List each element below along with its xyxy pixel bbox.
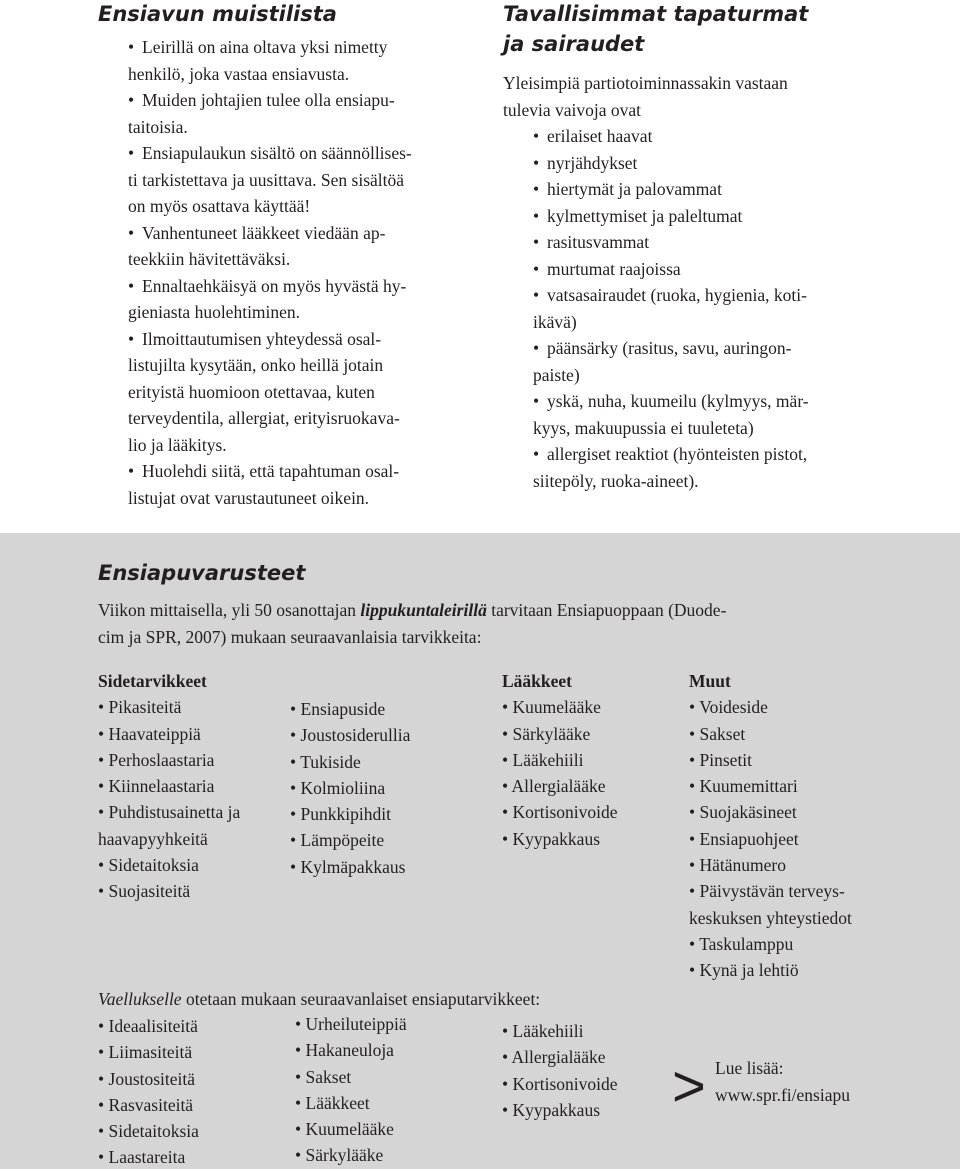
bullet: • — [502, 723, 513, 744]
list-item-text: Särkylääke — [305, 1145, 384, 1166]
list-item — [689, 773, 909, 799]
bullet: • — [295, 1119, 306, 1140]
checklist-item-cont: terveydentila, allergiat, erityisruokava- — [128, 408, 400, 428]
list-item — [98, 1066, 199, 1092]
list-item-text: Urheiluteippiä — [305, 1014, 407, 1034]
bullet: • — [290, 699, 301, 719]
bullet: • — [502, 749, 513, 770]
injury-item: • allergiset reaktiot (hyönteisten pistot, — [533, 444, 808, 464]
list-item-text: Kuumemittari — [699, 776, 798, 797]
injuries-intro — [503, 70, 883, 123]
injury-item: • erilaiset haavat — [533, 126, 653, 146]
checklist-item-cont: ti tarkistettava ja uusittava. Sen sisältöä — [128, 169, 405, 190]
list-item — [290, 827, 480, 853]
bullet: • — [98, 749, 109, 770]
bandages-column — [98, 668, 288, 905]
equipment-title: Ensiapuvarusteet — [98, 561, 306, 585]
injury-item: • yskä, nuha, kuumeilu (kylmyys, mär- — [533, 391, 809, 411]
list-item-text: Suojasiteitä — [108, 881, 191, 902]
list-item — [689, 747, 909, 773]
list-item-text: Kyypakkaus — [512, 1099, 600, 1120]
injury-item: • murtumat raajoissa — [533, 258, 681, 279]
list-item — [98, 1039, 199, 1065]
list-item — [295, 1011, 407, 1037]
list-item-text: Puhdistusainetta ja — [108, 802, 241, 823]
hike-column-2 — [295, 1011, 407, 1169]
list-item-text: Perhoslaastaria — [108, 749, 215, 770]
list-item-text: Lääkehiili — [512, 749, 584, 770]
list-item — [98, 852, 288, 878]
list-item — [502, 773, 682, 799]
list-item-text: Sakset — [305, 1066, 352, 1087]
list-item — [502, 1097, 618, 1123]
list-item-text: Pikasiteitä — [108, 697, 182, 718]
injury-item: • päänsärky (rasitus, savu, auringon- — [533, 338, 792, 358]
list-item — [290, 696, 480, 722]
bullet: • — [98, 881, 109, 902]
list-item-text: Kuumelääke — [305, 1119, 394, 1140]
list-item-cont — [689, 905, 909, 931]
bullet: • — [290, 725, 301, 746]
injuries-intro-line2: tulevia vaivoja ovat — [503, 99, 642, 120]
equipment-intro-line1: Viikon mittaisella, yli 50 osanottajan lippukuntaleirillä tarvitaan Ensiapuoppaan (Duode- — [98, 600, 727, 620]
list-item-text: Suojakäsineet — [699, 802, 797, 823]
bullet: • — [290, 830, 301, 851]
list-item-text: Hakaneuloja — [305, 1040, 394, 1061]
list-item-cont — [98, 826, 288, 852]
medicines-column — [502, 668, 682, 852]
bullet: • — [98, 697, 109, 718]
injury-item-cont: kyys, makuupussia ei tuuleteta) — [533, 417, 754, 438]
bullet: • — [502, 1047, 512, 1068]
bullet: • — [502, 828, 513, 849]
bullet: • — [295, 1040, 306, 1061]
bullet: • — [290, 804, 301, 825]
checklist-item: • Ennaltaehkäisyä on myös hyvästä hy- — [128, 275, 407, 296]
list-item — [98, 721, 288, 747]
list-item-text: Päivystävän terveys- — [699, 881, 845, 902]
list-item — [689, 957, 909, 983]
checklist-title: Ensiavun muistilista — [98, 2, 337, 26]
bullet: • — [689, 697, 700, 718]
list-item-text: Punkkipihdit — [300, 804, 391, 825]
hike-column-3 — [502, 1018, 618, 1123]
bullet: • — [689, 776, 700, 797]
list-item — [98, 799, 288, 825]
list-item — [689, 799, 909, 825]
equipment-intro — [98, 597, 878, 650]
list-item — [290, 775, 480, 801]
checklist-item-cont: listujat ovat varustautuneet oikein. — [128, 487, 370, 508]
list-item-text: Ensiapuside — [300, 699, 386, 719]
bullet: • — [502, 1021, 513, 1041]
list-item-text: Sidetaitoksia — [108, 1121, 199, 1142]
list-item — [295, 1142, 407, 1168]
list-item-text: Kylmäpakkaus — [300, 856, 406, 877]
bullet: • — [502, 802, 513, 823]
list-item-text: Ensiapuohjeet — [699, 828, 799, 849]
list-item-text: Allergialääke — [511, 776, 606, 797]
bullet: • — [689, 828, 700, 849]
checklist-item-cont: teekkiin hävitettäväksi. — [128, 249, 291, 269]
list-item — [689, 931, 909, 957]
camp-type-emphasis: lippukuntaleirillä — [360, 600, 487, 620]
list-item — [98, 694, 288, 720]
list-item-text: Laastareita — [108, 1147, 186, 1168]
list-item-text: Hätänumero — [699, 855, 787, 876]
list-item — [502, 1071, 618, 1097]
injury-item: • vatsasairaudet (ruoka, hygienia, koti- — [533, 285, 807, 305]
list-item-text: Lääkkeet — [305, 1092, 370, 1113]
checklist-list — [98, 34, 458, 511]
list-item-text: Lääkehiili — [512, 1021, 584, 1041]
read-more-label: Lue lisää: — [715, 1058, 784, 1078]
list-item-text: Liimasiteitä — [108, 1042, 193, 1063]
bullet: • — [502, 776, 512, 797]
checklist-item: • Leirillä on aina oltava yksi nimetty — [128, 37, 388, 57]
list-item-text: Kuumelääke — [512, 697, 601, 718]
bullet: • — [689, 960, 700, 981]
list-item-text: Kortisonivoide — [512, 1073, 618, 1094]
bullet: • — [98, 723, 109, 744]
list-item — [295, 1037, 407, 1063]
list-item-text: Sakset — [699, 723, 746, 744]
read-more-arrow: > — [672, 1054, 706, 1119]
list-item — [502, 1044, 618, 1070]
list-item — [290, 722, 480, 748]
checklist-item-cont: erityistä huomioon otettavaa, kuten — [128, 381, 375, 402]
list-item — [502, 799, 682, 825]
injury-item-cont: siitepöly, ruoka-aineet). — [533, 470, 699, 491]
bullet: • — [295, 1092, 306, 1113]
injury-item-cont: paiste) — [533, 364, 580, 385]
list-item — [98, 1118, 199, 1144]
checklist-item: • Ensiapulaukun sisältö on säännöllises- — [128, 143, 412, 163]
bullet: • — [98, 1042, 109, 1063]
other-column — [689, 668, 909, 984]
injury-item: • hiertymät ja palovammat — [533, 179, 722, 199]
list-item — [295, 1064, 407, 1090]
bullet: • — [290, 856, 301, 877]
bullet: • — [98, 855, 109, 876]
checklist-item: • Huolehdi siitä, että tapahtuman osal- — [128, 461, 400, 481]
injuries-title — [503, 0, 883, 59]
bandages-column-b — [290, 696, 480, 880]
read-more-link[interactable]: www.spr.fi/ensiapu — [715, 1084, 850, 1105]
list-item — [689, 826, 909, 852]
checklist-item: • Ilmoittautumisen yhteydessä osal- — [128, 328, 382, 349]
bullet: • — [98, 802, 109, 823]
list-item-text: Rasvasiteitä — [108, 1094, 194, 1115]
list-item-text: Joustositeitä — [108, 1068, 196, 1089]
list-item — [98, 773, 288, 799]
hike-column-1 — [98, 1013, 199, 1171]
other-title: Muut — [689, 671, 731, 691]
bullet: • — [290, 777, 301, 798]
injuries-title-line2: ja sairaudet — [503, 32, 645, 56]
list-item-text: haavapyyhkeitä — [98, 828, 208, 849]
injuries-title-line1: Tavallisimmat tapaturmat — [503, 2, 809, 26]
bullet: • — [98, 1094, 109, 1115]
list-item-text: keskuksen yhteystiedot — [689, 907, 852, 928]
list-item — [502, 721, 682, 747]
list-item-text: Taskulamppu — [699, 933, 794, 954]
injuries-intro-line1: Yleisimpiä partiotoiminnassakin vastaan — [503, 73, 788, 93]
hike-emphasis: Vaellukselle — [98, 989, 182, 1009]
injuries-list — [503, 123, 883, 494]
list-item — [98, 1144, 199, 1170]
list-item — [689, 694, 909, 720]
list-item-text: Pinsetit — [699, 749, 753, 770]
list-item-text: Haavateippiä — [108, 723, 201, 744]
bullet: • — [295, 1014, 306, 1034]
bullet: • — [98, 1016, 109, 1036]
bullet: • — [295, 1066, 306, 1087]
first-aid-checklist — [98, 0, 458, 511]
checklist-item-cont: henkilö, joka vastaa ensiavusta. — [128, 63, 350, 84]
bandages-title: Sidetarvikkeet — [98, 671, 207, 691]
list-item — [295, 1116, 407, 1142]
checklist-item: • Vanhentuneet lääkkeet viedään ap- — [128, 222, 386, 243]
checklist-item: • Muiden johtajien tulee olla ensiapu- — [128, 90, 395, 110]
bullet: • — [98, 1068, 109, 1089]
bullet: • — [98, 776, 109, 797]
injury-item-cont: ikävä) — [533, 311, 577, 332]
list-item — [295, 1090, 407, 1116]
hike-intro: Vaellukselle otetaan mukaan seuraavanlaiset ensiaputarvikkeet: — [98, 989, 541, 1009]
injury-item: • rasitusvammat — [533, 232, 650, 252]
bullet: • — [689, 855, 700, 876]
bullet: • — [689, 749, 700, 770]
list-item-text: Ideaalisiteitä — [108, 1016, 198, 1036]
list-item — [290, 801, 480, 827]
injury-item: • kylmettymiset ja paleltumat — [533, 205, 743, 226]
list-item-text: Kolmioliina — [300, 777, 386, 798]
bullet: • — [98, 1147, 109, 1168]
bullet: • — [689, 933, 700, 954]
list-item — [502, 694, 682, 720]
list-item-text: Voideside — [699, 697, 768, 718]
list-item-text: Tukiside — [300, 751, 361, 772]
list-item-text: Kiinnelaastaria — [108, 776, 215, 797]
list-item — [98, 747, 288, 773]
bullet: • — [290, 751, 301, 772]
list-item — [689, 878, 909, 904]
bullet: • — [295, 1145, 306, 1166]
list-item — [98, 1092, 199, 1118]
common-injuries-section — [503, 0, 883, 494]
checklist-item-cont: on myös osattava käyttää! — [128, 196, 311, 216]
bullet: • — [689, 881, 700, 902]
list-item — [502, 747, 682, 773]
list-item — [689, 852, 909, 878]
list-item — [98, 878, 288, 904]
checklist-item-cont: lio ja lääkitys. — [128, 434, 227, 455]
list-item — [502, 826, 682, 852]
list-item-text: Lämpöpeite — [300, 830, 385, 851]
medicines-title: Lääkkeet — [502, 671, 572, 691]
bullet: • — [502, 697, 513, 718]
checklist-item-cont: taitoisia. — [128, 116, 188, 137]
read-more — [715, 1055, 850, 1108]
list-item — [290, 749, 480, 775]
bullet: • — [502, 1099, 513, 1120]
checklist-item-cont: listujilta kysytään, onko heillä jotain — [128, 355, 384, 375]
bullet: • — [689, 802, 700, 823]
list-item — [502, 1018, 618, 1044]
injury-item: • nyrjähdykset — [533, 152, 638, 173]
list-item — [98, 1013, 199, 1039]
list-item-text: Sidetaitoksia — [108, 855, 199, 876]
list-item-text: Kortisonivoide — [512, 802, 618, 823]
list-item-text: Kyypakkaus — [512, 828, 600, 849]
list-item-text: Allergialääke — [511, 1047, 606, 1068]
equipment-intro-line2: cim ja SPR, 2007) mukaan seuraavanlaisia tarvikkeita: — [98, 626, 482, 647]
list-item-text: Särkylääke — [512, 723, 591, 744]
list-item — [689, 721, 909, 747]
checklist-item-cont: gieniasta huolehtiminen. — [128, 302, 301, 322]
list-item-text: Kynä ja lehtiö — [699, 960, 799, 981]
list-item-text: Joustosiderullia — [300, 725, 411, 746]
bullet: • — [689, 723, 700, 744]
bullet: • — [502, 1073, 513, 1094]
list-item — [290, 854, 480, 880]
bullet: • — [98, 1121, 109, 1142]
